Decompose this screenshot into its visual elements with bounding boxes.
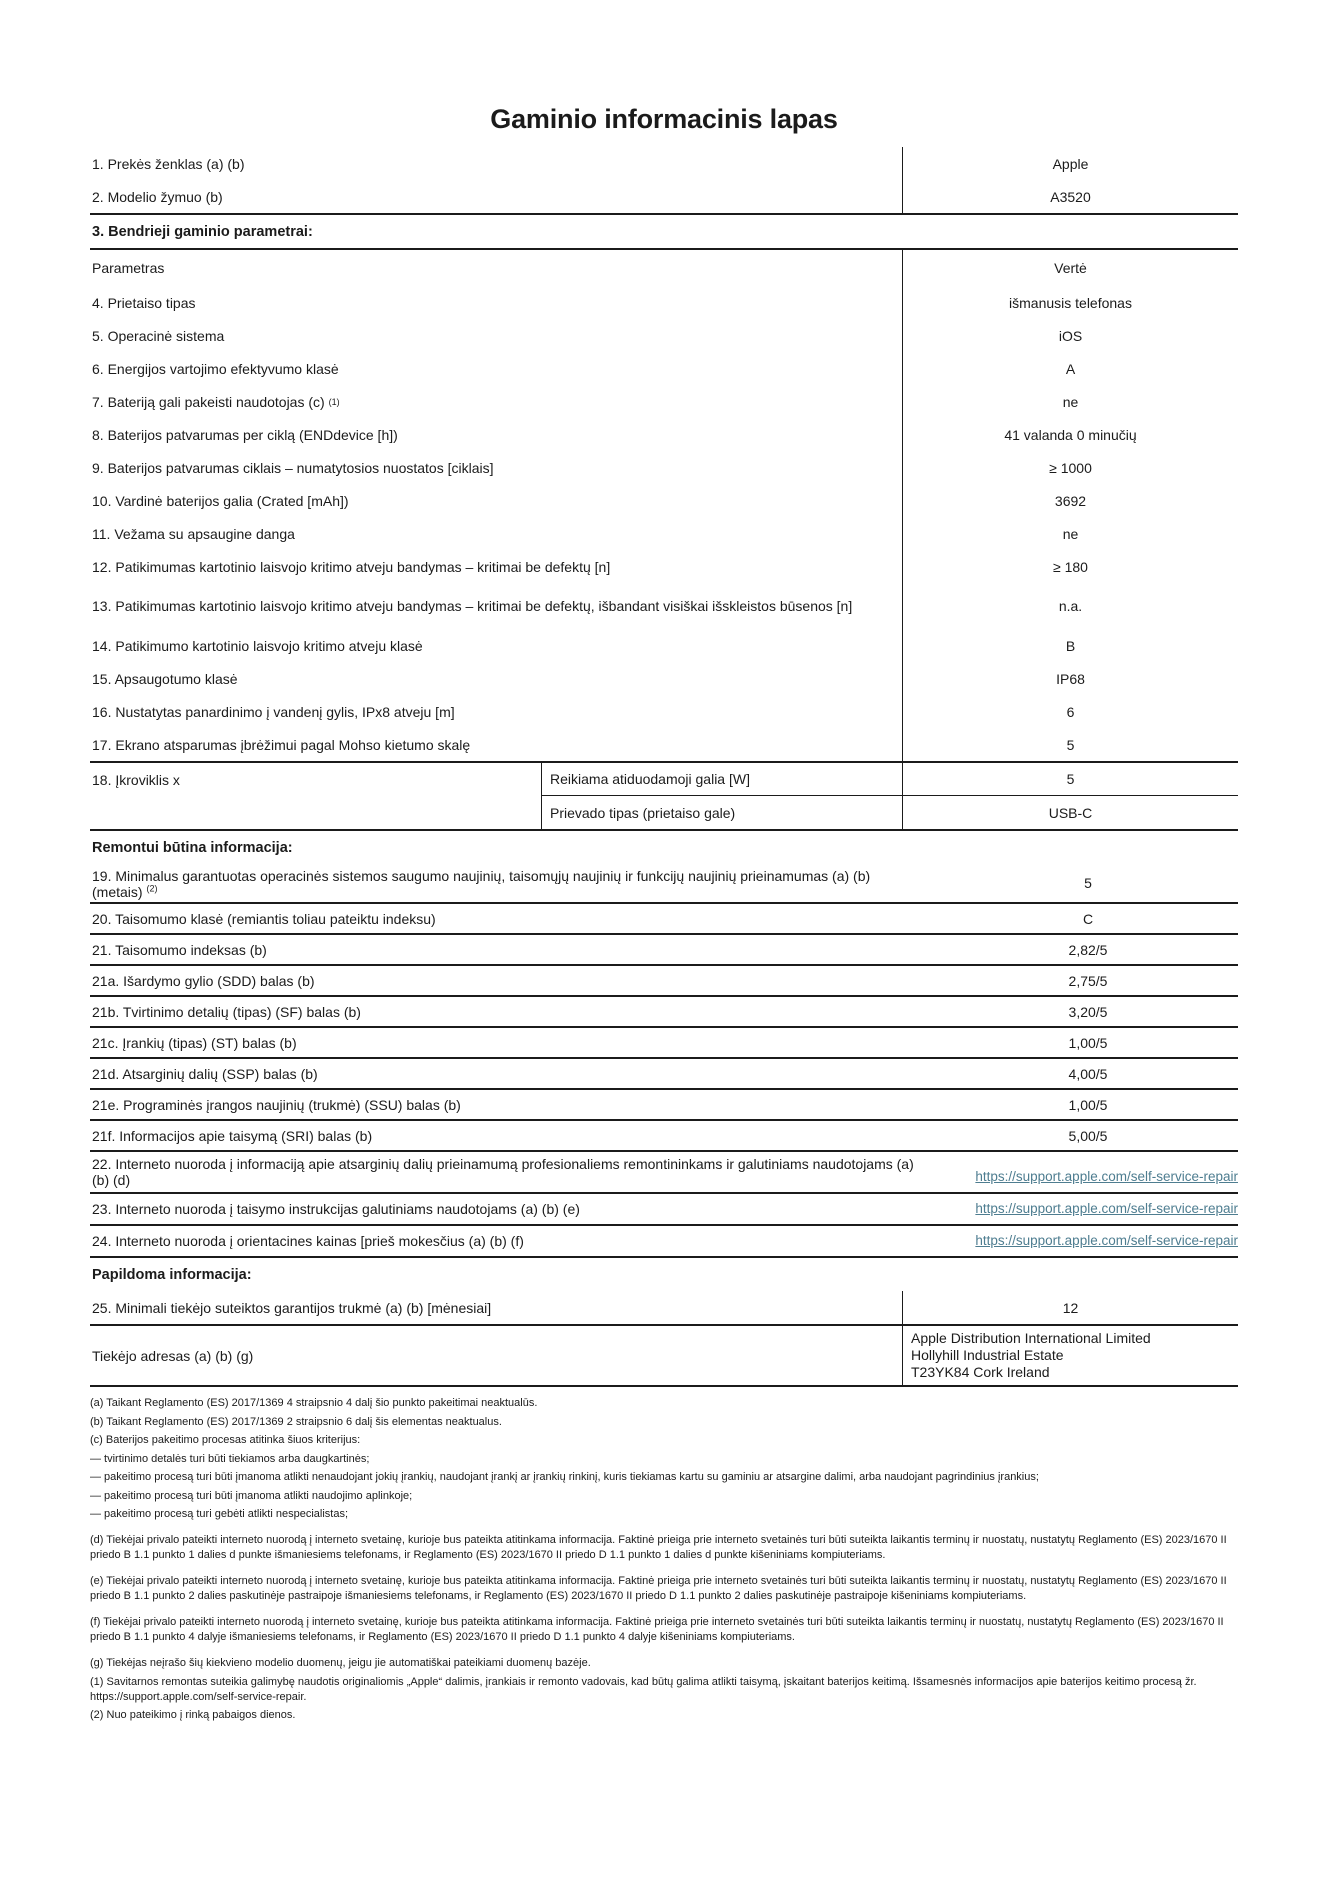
- row-label: 2. Modelio žymuo (b): [90, 180, 903, 213]
- row-label: 17. Ekrano atsparumas įbrėžimui pagal Mohso kietumo skalę: [90, 728, 903, 761]
- charger-row-group: [90, 763, 1238, 829]
- row-label: 21f. Informacijos apie taisymą (SRI) balas (b): [92, 1127, 373, 1144]
- table-row: [90, 966, 1238, 997]
- table-row: [90, 385, 1238, 418]
- table-row: [90, 935, 1238, 966]
- table-row: [90, 147, 1238, 180]
- table-row: [90, 796, 1238, 829]
- row-value: A: [1065, 360, 1076, 377]
- indicative-prices-link[interactable]: https://support.apple.com/self-service-repair: [975, 1233, 1238, 1248]
- row-label: 7. Bateriją gali pakeisti naudotojas (c) (1): [90, 385, 903, 418]
- table-row: [90, 352, 1238, 385]
- footnotes: [90, 1387, 1238, 1723]
- row-value: B: [1065, 637, 1076, 654]
- footnote: — tvirtinimo detalės turi būti tiekiamos arba daugkartinės;: [90, 1452, 370, 1465]
- footnote: — pakeitimo procesą turi gebėti atlikti nespecialistas;: [90, 1508, 349, 1520]
- row-value: ≥ 1000: [1049, 459, 1092, 476]
- table-row: [90, 763, 1238, 796]
- row-label: 4. Prietaiso tipas: [90, 286, 903, 319]
- row-value: Apple: [1052, 155, 1089, 172]
- row-label: 11. Vežama su apsaugine danga: [90, 517, 903, 550]
- row-label: 21. Taisomumo indeksas (b): [92, 941, 267, 958]
- footnote: (2) Nuo pateikimo į rinką pabaigos dienos.: [90, 1709, 296, 1721]
- row-value: USB-C: [1048, 804, 1093, 821]
- address-line: Hollyhill Industrial Estate: [911, 1347, 1064, 1363]
- row-value: n.a.: [1058, 598, 1083, 614]
- row-value: 5: [1084, 875, 1092, 891]
- row-value: 1,00/5: [1068, 1034, 1108, 1051]
- table-row: [90, 1059, 1238, 1090]
- repair-instructions-link[interactable]: https://support.apple.com/self-service-repair: [975, 1201, 1238, 1216]
- footnote-superscript: (2): [146, 883, 158, 894]
- row-value: C: [1082, 910, 1094, 927]
- table-row: [90, 1226, 1238, 1258]
- footnote: — pakeitimo procesą turi būti įmanoma atlikti nenaudojant jokių įrankių, naudojant įrankį ar įrankių rinkinį, kuris tiekiamas kartu su gaminiu ar atsargine dalimi, arba naudojant pagrindinius įrankius;: [90, 1471, 1039, 1483]
- row-label-empty: [90, 796, 541, 829]
- row-label: 5. Operacinė sistema: [90, 319, 903, 352]
- row-value: 1,00/5: [1068, 1096, 1108, 1113]
- sub-row-label: Prievado tipas (prietaiso gale): [541, 796, 903, 829]
- footnote: (1) Savitarnos remontas suteikia galimybę naudotis originaliomis „Apple“ dalimis, įrankiais ir remonto vadovais, kad būtų galima atlikti taisymą, įskaitant baterijos keitimą. Išsamesnės informacijos apie baterijos keitimo procesą žr. https://support.apple.com/self-service-repair.: [90, 1675, 1197, 1703]
- section-header-general: 3. Bendrieji gaminio parametrai:: [92, 224, 313, 240]
- row-label: 21a. Išardymo gylio (SDD) balas (b): [92, 972, 315, 989]
- row-label: 23. Interneto nuoroda į taisymo instrukcijas galutiniams naudotojams (a) (b) (e): [92, 1201, 580, 1217]
- footnote: (g) Tiekėjas neįrašo šių kiekvieno modelio duomenų, jeigu jie automatiškai pateikiami duomenų bazėje.: [90, 1657, 591, 1669]
- table-row: [90, 629, 1238, 662]
- table-row: [90, 1194, 1238, 1226]
- table-row: [90, 517, 1238, 550]
- row-value: 3692: [1054, 492, 1087, 509]
- row-label: 25. Minimali tiekėjo suteiktos garantijos trukmė (a) (b) [mėnesiai]: [90, 1291, 903, 1324]
- table-row: [90, 1291, 1238, 1324]
- table-row: [90, 286, 1238, 319]
- table-row: [90, 550, 1238, 583]
- row-value: 5: [1066, 736, 1075, 753]
- row-value: 3,20/5: [1068, 1003, 1108, 1020]
- row-label: 14. Patikimumo kartotinio laisvojo kritimo atveju klasė: [90, 629, 903, 662]
- section-header-additional: Papildoma informacija:: [92, 1267, 252, 1283]
- row-label: 1. Prekės ženklas (a) (b): [90, 147, 903, 180]
- row-label: 20. Taisomumo klasė (remiantis toliau pateiktu indeksu): [92, 910, 436, 927]
- table-column-headers: [90, 250, 1238, 286]
- row-value: 2,75/5: [1068, 972, 1108, 989]
- supplier-address: [903, 1326, 1238, 1385]
- row-value: ne: [1062, 525, 1079, 542]
- table-row: [90, 695, 1238, 728]
- spare-parts-link[interactable]: https://support.apple.com/self-service-repair: [975, 1169, 1238, 1184]
- row-value: 6: [1066, 703, 1075, 720]
- footnote: (c) Baterijos pakeitimo procesas atitinka šiuos kriterijus:: [90, 1434, 361, 1446]
- row-label: 16. Nustatytas panardinimo į vandenį gylis, IPx8 atveju [m]: [90, 695, 903, 728]
- row-value: 4,00/5: [1068, 1065, 1108, 1082]
- table-row: [90, 1090, 1238, 1121]
- row-label: 24. Interneto nuoroda į orientacines kainas [prieš mokesčius (a) (b) (f): [92, 1233, 524, 1249]
- table-row: [90, 997, 1238, 1028]
- row-label: 13. Patikimumas kartotinio laisvojo kritimo atveju bandymas – kritimai be defektų, išbandant visiškai išskleistos būsenos [n]: [90, 583, 903, 629]
- row-value: 5: [903, 763, 1238, 796]
- table-row: [90, 319, 1238, 352]
- sub-row-label: Reikiama atiduodamoji galia [W]: [541, 763, 903, 796]
- table-row: [90, 451, 1238, 484]
- row-label: 6. Energijos vartojimo efektyvumo klasė: [90, 352, 903, 385]
- table-row: [90, 904, 1238, 935]
- table-row: [90, 484, 1238, 517]
- row-label: 21e. Programinės įrangos naujinių (trukmė) (SSU) balas (b): [92, 1096, 461, 1113]
- footnote: (b) Taikant Reglamento (ES) 2017/1369 2 straipsnio 6 dalį šis elementas neaktualus.: [90, 1415, 502, 1428]
- table-row: [90, 180, 1238, 213]
- address-line: Apple Distribution International Limited: [911, 1330, 1151, 1346]
- row-value: ≥ 180: [1053, 558, 1088, 575]
- row-value: A3520: [1050, 188, 1091, 205]
- row-value: ne: [1062, 393, 1079, 410]
- row-value: IP68: [1056, 670, 1085, 687]
- row-value: 12: [1062, 1299, 1079, 1316]
- table-row: [90, 1152, 1238, 1194]
- row-value: 5,00/5: [1068, 1127, 1108, 1144]
- row-label: 10. Vardinė baterijos galia (Crated [mAh]): [90, 484, 903, 517]
- row-label: Tiekėjo adresas (a) (b) (g): [90, 1326, 903, 1385]
- row-label: 21d. Atsarginių dalių (SSP) balas (b): [92, 1065, 318, 1082]
- row-value: 41 valanda 0 minučių: [1004, 426, 1137, 443]
- table-row: [90, 1121, 1238, 1152]
- table-row: [90, 583, 1238, 629]
- row-label: 19. Minimalus garantuotas operacinės sistemos saugumo naujinių, taisomųjų naujinių ir funkcijų naujinių prieinamumas (a) (b) (metais) $^{(2)}$: [92, 868, 871, 900]
- row-value: iOS: [1058, 327, 1083, 344]
- column-header-value: Vertė: [1054, 260, 1087, 276]
- table-row: [90, 1326, 1238, 1385]
- table-row: [90, 662, 1238, 695]
- row-label: 22. Interneto nuoroda į informaciją apie atsarginių dalių prieinamumą profesionaliems remontininkams ir galutiniams naudotojams (a) (b) (d): [92, 1156, 914, 1188]
- table-row: [90, 1028, 1238, 1059]
- footnote: (e) Tiekėjai privalo pateikti interneto nuorodą į interneto svetainę, kurioje bus pateikta atitinkama informacija. Faktinė prieiga prie interneto svetainės turi būti suteikta laikantis terminų ir nuostatų, nustatytų Reglamento (ES) 2023/1670 II priedo B 1.1 punkto 2 dalies paskutinėje pastraipoje išmaniesiems telefonams, ir Reglamento (ES) 2023/1670 II priedo D 1.1 punkto 2 dalies paskutinėje pastraipoje kišeniniams kompiuteriams.: [90, 1575, 1227, 1602]
- footnote: (f) Tiekėjai privalo pateikti interneto nuorodą į interneto svetainę, kurioje bus pateikta atitinkama informacija. Faktinė prieiga prie interneto svetainės turi būti suteikta laikantis terminų ir nuostatų, nustatytų Reglamento (ES) 2023/1670 II priedo B 1.1 punkto 4 dalyje išmaniesiems telefonams, ir Reglamento (ES) 2023/1670 II priedo D 1.1 punkto 4 dalyje kišeniniams kompiuteriams.: [90, 1616, 1224, 1643]
- row-label: 8. Baterijos patvarumas per ciklą (ENDdevice [h]): [90, 418, 903, 451]
- footnote: — pakeitimo procesą turi būti įmanoma atlikti naudojimo aplinkoje;: [90, 1489, 413, 1502]
- column-header-parameter: Parametras: [90, 250, 903, 286]
- row-value: išmanusis telefonas: [1009, 294, 1132, 311]
- row-label: 15. Apsaugotumo klasė: [90, 662, 903, 695]
- row-label: 21c. Įrankių (tipas) (ST) balas (b): [92, 1034, 297, 1051]
- row-label: 18. Įkroviklis x: [92, 771, 180, 788]
- table-row: [90, 864, 1238, 904]
- table-row: [90, 418, 1238, 451]
- footnote: (a) Taikant Reglamento (ES) 2017/1369 4 straipsnio 4 dalį šio punkto pakeitimai neaktualūs.: [90, 1397, 538, 1409]
- row-label: 12. Patikimumas kartotinio laisvojo kritimo atveju bandymas – kritimai be defektų [n]: [90, 550, 903, 583]
- page-title: Gaminio informacinis lapas: [490, 104, 838, 134]
- footnote: (d) Tiekėjai privalo pateikti interneto nuorodą į interneto svetainę, kurioje bus pateikta atitinkama informacija. Faktinė prieiga prie interneto svetainės turi būti suteikta laikantis terminų ir nuostatų, nustatytų Reglamento (ES) 2023/1670 II priedo B 1.1 punkto 1 dalies d punkte išmaniesiems telefonams, ir Reglamento (ES) 2023/1670 II priedo D 1.1 punkto 1 dalies d punkte kišeniniams kompiuteriams.: [90, 1534, 1227, 1561]
- table-row: [90, 728, 1238, 761]
- address-line: T23YK84 Cork Ireland: [911, 1364, 1050, 1380]
- section-header-repair: Remontui būtina informacija:: [92, 840, 293, 856]
- row-label: 9. Baterijos patvarumas ciklais – numatytosios nuostatos [ciklais]: [90, 451, 903, 484]
- row-label: 21b. Tvirtinimo detalių (tipas) (SF) balas (b): [92, 1003, 361, 1020]
- row-value: 2,82/5: [1068, 941, 1108, 958]
